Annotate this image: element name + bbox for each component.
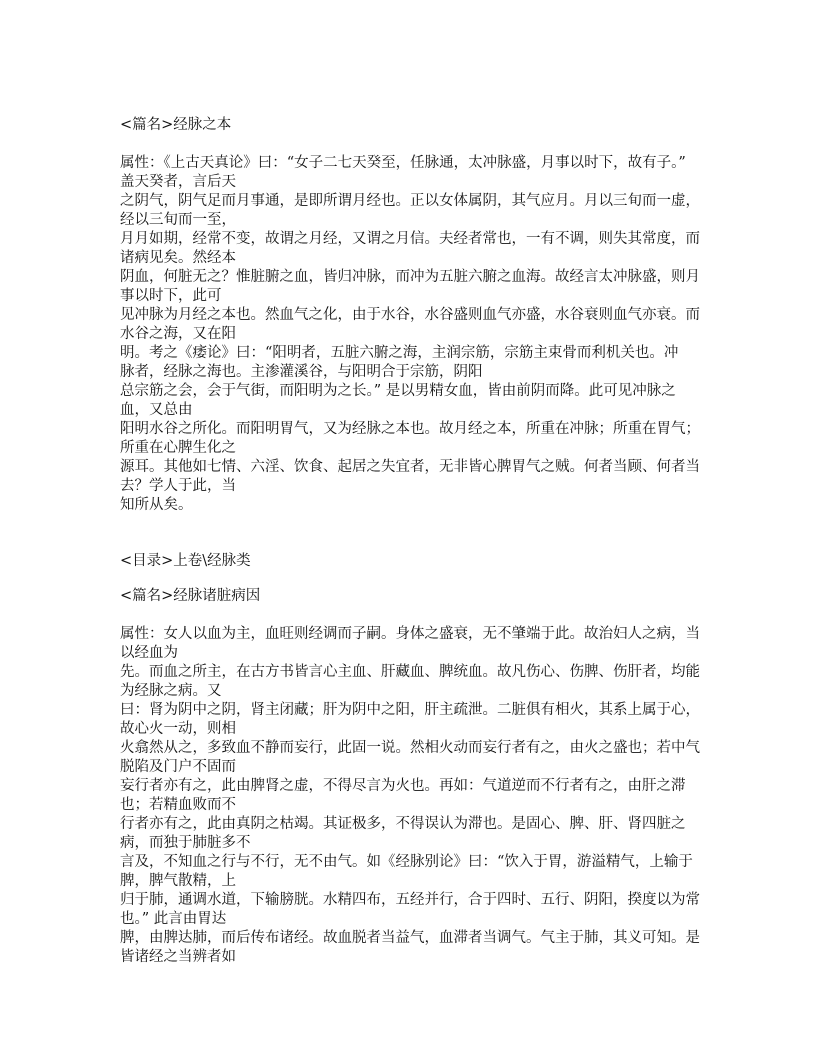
- section2-title: <篇名>经脉诸脏病因: [120, 588, 261, 604]
- text-line: 源耳。其他如七情、六淫、饮食、起居之失宜者，无非皆心脾胃气之贼。何者当顾、何者当去？学人于此，当: [120, 459, 700, 494]
- text-line: 总宗筋之会，会于气街，而阳明为之长。” 是以男精女血，皆由前阴而降。此可见冲脉之血，又总由: [120, 383, 676, 418]
- text-line: 曰：肾为阴中之阴，肾主闭藏；肝为阴中之阳，肝主疏泄。二脏俱有相火，其系上属于心，故心火一动，则相: [120, 702, 700, 737]
- section1-body: [120, 154, 700, 515]
- text-line: 行者亦有之，此由真阴之枯竭。其证极多，不得误认为滞也。是固心、脾、肝、肾四脏之病，而独于肺脏多不: [120, 816, 686, 851]
- text-line: 先。而血之所主，在古方书皆言心主血、肝藏血、脾统血。故凡伤心、伤脾、伤肝者，均能为经脉之病。又: [120, 664, 700, 699]
- text-line: 言及，不知血之行与不行，无不由气。如《经脉别论》曰：“饮入于胃，游溢精气，上输于脾，脾气散精，上: [120, 854, 693, 889]
- text-line: 属性：《上古天真论》曰：“女子二七天癸至，任脉通，太冲脉盛，月事以时下，故有子。” 盖天癸者，言后天: [120, 155, 686, 190]
- section2-category: <目录>上卷\经脉类: [120, 553, 251, 569]
- text-line: 脾，由脾达肺，而后传布诸经。故血脱者当益气，血滞者当调气。气主于肺，其义可知。是皆诸经之当辨者如: [120, 930, 700, 965]
- section1-title: <篇名>经脉之本: [120, 117, 232, 133]
- text-line: 阳明水谷之所化。而阳明胃气，又为经脉之本也。故月经之本，所重在冲脉；所重在胃气；所重在心脾生化之: [120, 421, 700, 456]
- section2-body: [120, 625, 700, 967]
- text-line: 明。考之《痿论》曰：“阳明者，五脏六腑之海，主润宗筋，宗筋主束骨而利机关也。冲: [120, 345, 679, 361]
- text-line: 脉者，经脉之海也。主渗灌溪谷，与阳明合于宗筋，阴阳: [120, 364, 483, 380]
- text-line: 之阴气，阴气足而月事通，是即所谓月经也。正以女体属阴，其气应月。月以三旬而一虚，经以三旬而一至，: [120, 193, 700, 228]
- text-line: 知所从矣。: [120, 497, 193, 513]
- text-line: 属性：女人以血为主，血旺则经调而子嗣。身体之盛衰，无不肇端于此。故治妇人之病，当以经血为: [120, 626, 700, 661]
- text-line: 归于肺，通调水道，下输膀胱。水精四布，五经并行，合于四时、五行、阴阳，揆度以为常也。” 此言由胃达: [120, 892, 700, 927]
- text-line: 阴血，何脏无之？惟脏腑之血，皆归冲脉，而冲为五脏六腑之血海。故经言太冲脉盛，则月事以时下，此可: [120, 269, 700, 304]
- text-line: 见冲脉为月经之本也。然血气之化，由于水谷，水谷盛则血气亦盛，水谷衰则血气亦衰。而水谷之海，又在阳: [120, 307, 700, 342]
- text-line: 火翕然从之，多致血不静而妄行，此固一说。然相火动而妄行者有之，由火之盛也；若中气脱陷及门户不固而: [120, 740, 700, 775]
- text-line: 月月如期，经常不变，故谓之月经，又谓之月信。夫经者常也，一有不调，则失其常度，而诸病见矣。然经本: [120, 231, 700, 266]
- text-line: 妄行者亦有之，此由脾肾之虚，不得尽言为火也。再如：气道逆而不行者有之，由肝之滞也；若精血败而不: [120, 778, 686, 813]
